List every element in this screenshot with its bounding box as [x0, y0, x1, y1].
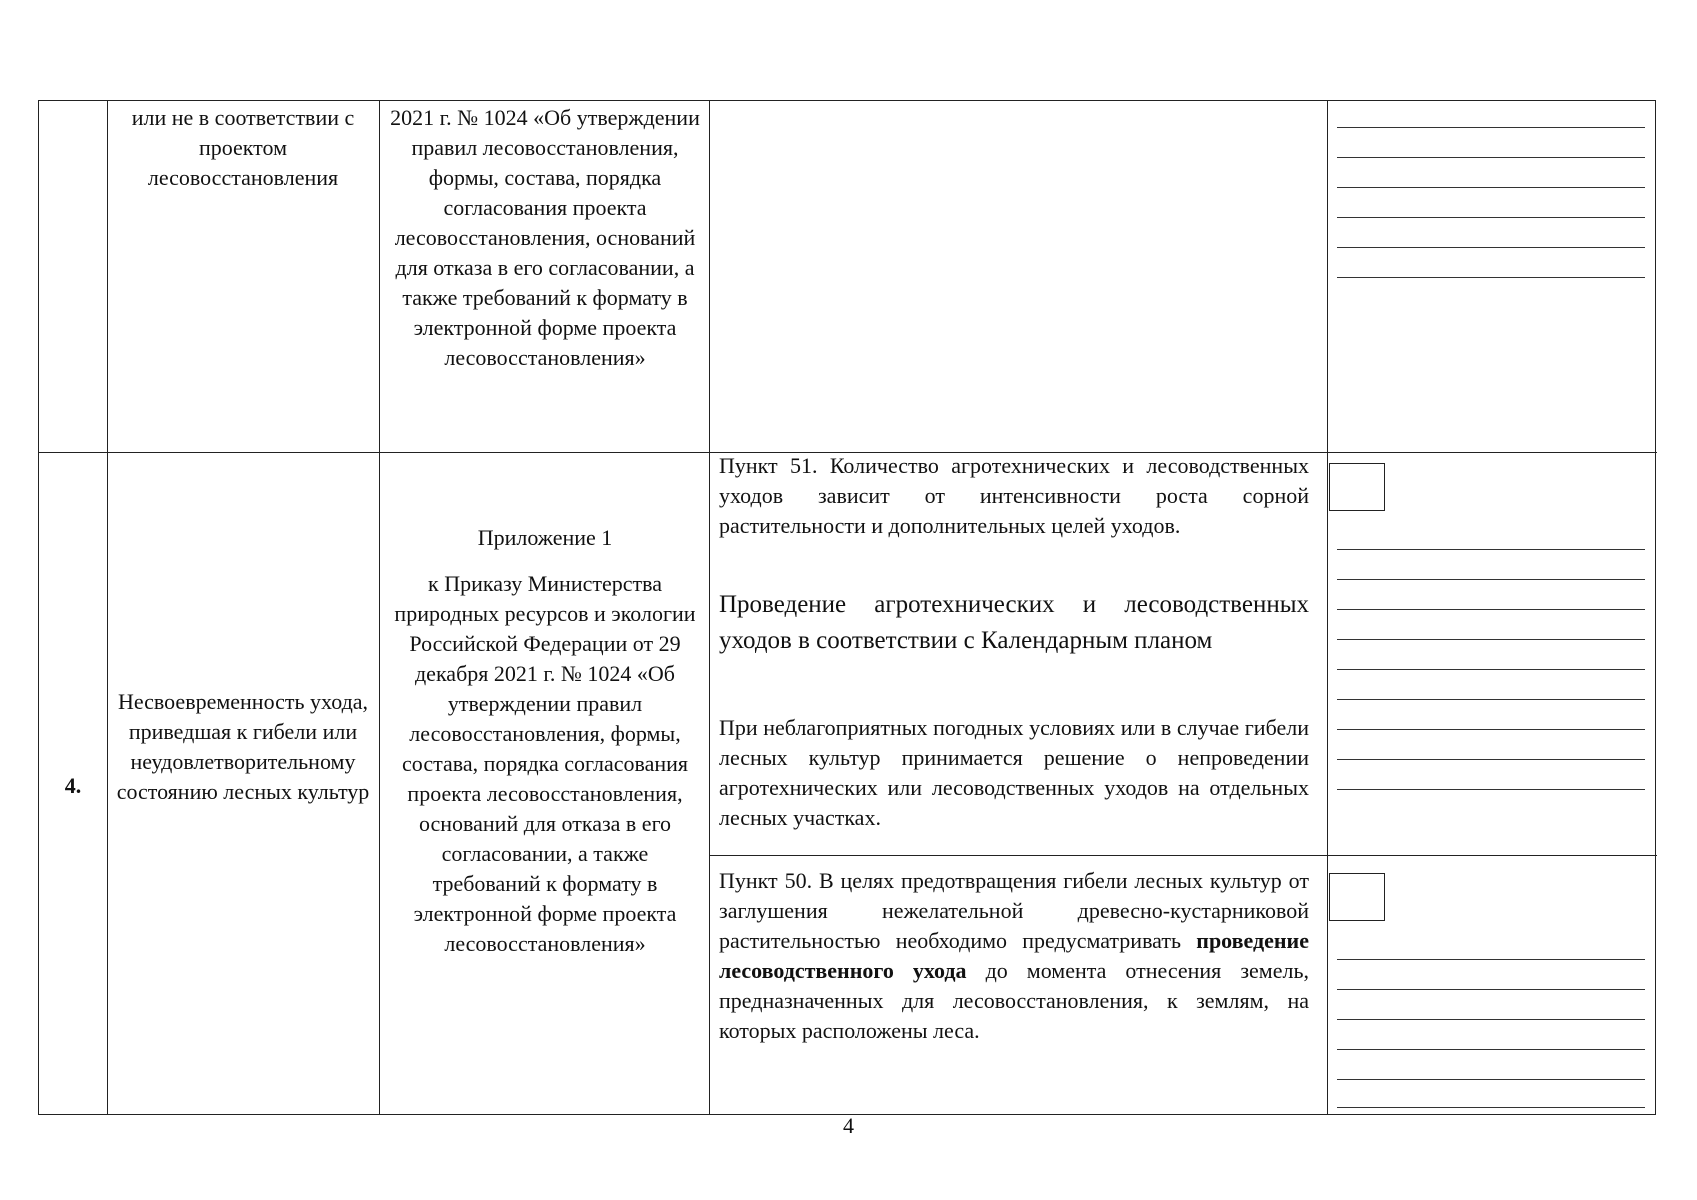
- requirement-50-text: [719, 866, 1349, 1046]
- answer-line[interactable]: [1337, 549, 1645, 550]
- answer-line[interactable]: [1337, 759, 1645, 760]
- answer-line[interactable]: [1337, 579, 1645, 580]
- checkbox-requirement-51[interactable]: [1329, 463, 1385, 511]
- page-number: 4: [843, 1113, 854, 1138]
- row-number: 4.: [64, 773, 82, 798]
- violation-cell: Несвоевременность ухода, приведшая к гибели или неудовлетворительному состоянию лесных культур: [116, 689, 370, 804]
- annex-title: Приложение 1: [477, 525, 613, 550]
- column-divider: [107, 101, 108, 1114]
- answer-line[interactable]: [1337, 699, 1645, 700]
- legal-basis-cell: к Приказу Министерства природных ресурсов и экологии Российской Федерации от 29 декабря 2021 г. № 1024 «Об утверждении правил лесовосстановления, формы, состава, порядка согласования проекта лесовосстановления, оснований для отказа в его согласовании, а также требований к формату в электронной форме проекта лесовосстановления»: [394, 571, 696, 956]
- violation-cell-continued: или не в соответствии с проектом лесовосстановления: [131, 105, 355, 190]
- answer-line[interactable]: [1337, 277, 1645, 278]
- answer-line[interactable]: [1337, 187, 1645, 188]
- answer-line[interactable]: [1337, 669, 1645, 670]
- answer-line[interactable]: [1337, 157, 1645, 158]
- requirement-50-text-part: до момента отнесения земель, предназначенных для лесовосстановления, к землям, на которых расположены леса.: [719, 958, 1309, 1043]
- requirement-weather-exception: При неблагоприятных погодных условиях или в случае гибели лесных культур принимается решение о непроведении агротехнических или лесоводственных уходов на отдельных лесных участках.: [719, 715, 1309, 830]
- answer-line[interactable]: [1337, 639, 1645, 640]
- row-divider: [709, 855, 1657, 856]
- requirement-50-text-part: Пункт 50. В целях предотвращения гибели лесных культур от заглушения нежелательной древесно-кустарниковой растительностью необходимо предусматривать: [719, 868, 1309, 953]
- column-divider: [379, 101, 380, 1114]
- requirement-calendar-plan: Проведение агротехнических и лесоводственных уходов в соответствии с Календарным планом: [719, 591, 1309, 654]
- answer-line[interactable]: [1337, 247, 1645, 248]
- answer-line[interactable]: [1337, 1079, 1645, 1080]
- requirement-51-text: Пункт 51. Количество агротехнических и лесоводственных уходов зависит от интенсивности роста сорной растительности и дополнительных целей уходов.: [719, 453, 1309, 538]
- requirement-50-bold: проведение лесоводственного ухода: [719, 928, 1309, 983]
- answer-line[interactable]: [1337, 609, 1645, 610]
- answer-line[interactable]: [1337, 217, 1645, 218]
- answer-line[interactable]: [1337, 789, 1645, 790]
- answer-line[interactable]: [1337, 959, 1645, 960]
- answer-line[interactable]: [1337, 989, 1645, 990]
- answer-line[interactable]: [1337, 1107, 1645, 1108]
- answer-line[interactable]: [1337, 1019, 1645, 1020]
- checkbox-requirement-50[interactable]: [1329, 873, 1385, 921]
- answer-line[interactable]: [1337, 127, 1645, 128]
- legal-basis-cell-continued: 2021 г. № 1024 «Об утверждении правил лесовосстановления, формы, состава, порядка согласования проекта лесовосстановления, оснований для отказа в его согласовании, а также требований к формату в электронной форме проекта лесовосстановления»: [390, 105, 700, 370]
- column-divider: [709, 101, 710, 1114]
- answer-line[interactable]: [1337, 729, 1645, 730]
- requirements-table: [38, 100, 1656, 1115]
- answer-line[interactable]: [1337, 1049, 1645, 1050]
